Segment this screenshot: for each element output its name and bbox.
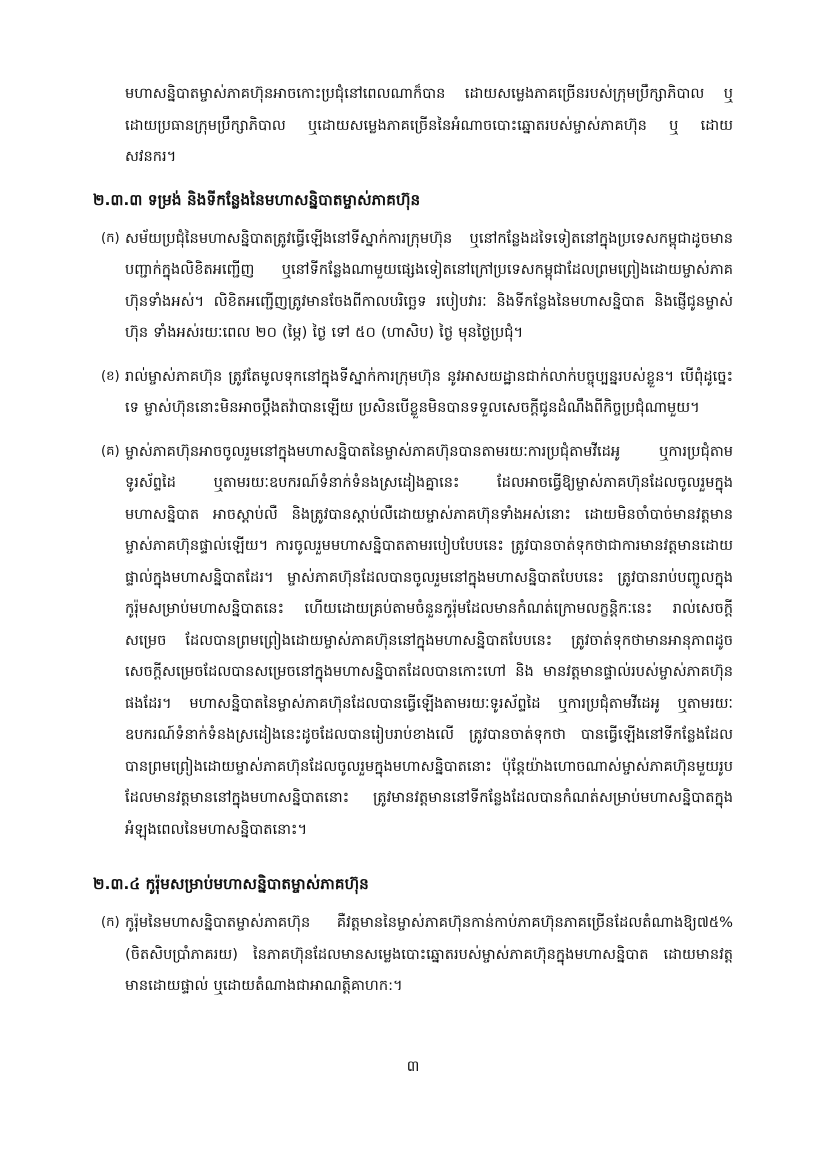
list-item [93, 436, 733, 846]
list-item-marker: (ក) [101, 915, 120, 930]
list-item-text: កូរ៉ុមនៃមហាសន្និបាតម្ចាស់ភាគហ៊ុន គឺវត្តមាននៃម្ចាស់ភាគហ៊ុនកាន់កាប់ភាគហ៊ុនភាគច្រើនដែលតំណាងឱ្យ៧៥%(ចិតសិបប្រាំភាគរយ) នៃភាគហ៊ុនដែលមានសម្លេងបោះឆ្នោតរបស់ម្ចាស់ភាគហ៊ុនក្នុងមហាសន្និបាត ដោយមានវត្តមានដោយផ្ទាល់ ឬដោយតំណាងជាអាណត្តិគាហក:។ [125, 914, 733, 994]
list-item-text: រាល់ម្ចាស់ភាគហ៊ុន ត្រូវតែមូលទុកនៅក្នុងទីស្នាក់ការក្រុមហ៊ុន នូវអាសយដ្ឋានជាក់លាក់បច្ចុប្បន្នរបស់ខ្លួន។ បើពុំដូច្នេះទេ ម្ចាស់ហ៊ុននោះមិនអាចប្តឹងតវ៉ាបានឡើយ ប្រសិនបើខ្លួនមិនបានទទួលសេចក្តីជូនដំណឹងពីកិច្ចប្រជុំណាមួយ។ [125, 367, 733, 416]
section-heading-2-3-4: ២.៣.៤ កូរ៉ុមសម្រាប់មហាសន្និបាតម្ចាស់ភាគហ៊ុន [93, 875, 369, 893]
list-item-text: ម្ចាស់ភាគហ៊ុនអាចចូលរួមនៅក្នុងមហាសន្និបាតនៃម្ចាស់ភាគហ៊ុនបានតាមរយៈការប្រជុំតាមវីដេអូ ឬការប្រជុំតាមទូរស័ព្ទដៃ ឬតាមរយៈឧបករណ៍ទំនាក់ទំនងស្រដៀងគ្នានេះ ដែលអាចធ្វើឱ្យម្ចាស់ភាគហ៊ុនដែលចូលរួមក្នុងមហាសន្និបាត អាចស្តាប់លឺ និងត្រូវបានស្តាប់លឺដោយម្ចាស់ភាគហ៊ុនទាំងអស់នោះ ដោយមិនចាំបាច់មានវត្តមានម្ចាស់ភាគហ៊ុនផ្ទាល់ឡើយ។ ការចូលរួមមហាសន្និបាតតាមរបៀបបែបនេះ ត្រូវបានចាត់ទុកថាជាការមានវត្តមានដោយផ្ទាល់ក្នុងមហាសន្និបាតដែរ។ ម្ចាស់ភាគហ៊ុនដែលបានចូលរួមនៅក្នុងមហាសន្និបាតបែបនេះ ត្រូវបានរាប់បញ្ចូលក្នុងកូរ៉ុមសម្រាប់មហាសន្និបាតនេះ ហើយដោយគ្រប់តាមចំនួនកូរ៉ុមដែលមានកំណត់ក្រោមលក្ខន្តិកៈនេះ រាល់សេចក្តីសម្រេច ដែលបានព្រមព្រៀងដោយម្ចាស់ភាគហ៊ុននៅក្នុងមហាសន្និបាតបែបនេះ ត្រូវចាត់ទុកថាមានអានុភាពដូចសេចក្តីសម្រេចដែលបានសម្រេចនៅក្នុងមហាសន្និបាតដែលបានកោះហៅ និង មានវត្តមានផ្ទាល់របស់ម្ចាស់ភាគហ៊ុនផងដែរ។ មហាសន្និបាតនៃម្ចាស់ភាគហ៊ុនដែលបានធ្វើឡើងតាមរយៈទូរស័ព្ទដៃ ឬការប្រជុំតាមវីដេអូ ឬតាមរយៈឧបករណ៍ទំនាក់ទំនងស្រដៀងនេះដូចដែលបានរៀបរាប់ខាងលើ ត្រូវបានចាត់ទុកថា បានធ្វើឡើងនៅទីកន្លែងដែលបានព្រមព្រៀងដោយម្ចាស់ភាគហ៊ុនដែលចូលរួមក្នុងមហាសន្និបាតនោះ ប៉ុន្តែយ៉ាងហោចណាស់ម្ចាស់ភាគហ៊ុនមួយរូបដែលមានវត្តមាននៅក្នុងមហាសន្និបាតនោះ ត្រូវមានវត្តមាននៅទីកន្លែងដែលបានកំណត់សម្រាប់មហាសន្និបាតក្នុងអំឡុងពេលនៃមហាសន្និបាតនោះ។ [125, 442, 733, 838]
list-item-text: សម័យប្រជុំនៃមហាសន្និបាតត្រូវធ្វើឡើងនៅទីស្នាក់ការក្រុមហ៊ុន ឬនៅកន្លែងដទៃទៀតនៅក្នុងប្រទេសកម្ពុជាដូចមានបញ្ជាក់ក្នុងលិខិតអញ្ជើញ ឬនៅទីកន្លែងណាមួយផ្សេងទៀតនៅក្រៅប្រទេសកម្ពុជាដែលព្រមព្រៀងដោយម្ចាស់ភាគហ៊ុនទាំងអស់។ លិខិតអញ្ជើញត្រូវមានចែងពីកាលបរិច្ឆេទ របៀបវារៈ និងទីកន្លែងនៃមហាសន្និបាត និងផ្ញើជូនម្ចាស់ហ៊ុន ទាំងអស់រយៈពេល ២០ (ម្ភៃ) ថ្ងៃ ទៅ ៥០ (ហាសិប) ថ្ងៃ មុនថ្ងៃប្រជុំ។ [125, 229, 733, 341]
page-number: ៣ [406, 1057, 420, 1075]
list-item [93, 361, 733, 424]
page-content [93, 78, 733, 1014]
list-item [93, 907, 733, 1002]
list-item-marker: (ខ) [101, 368, 120, 384]
intro-paragraph: មហាសន្និបាតម្ចាស់ភាគហ៊ុនអាចកោះប្រជុំនៅពេលណាក៏បាន ដោយសម្លេងភាគច្រើនរបស់ក្រុមប្រឹក្សាភិបាល ឬដោយប្រធានក្រុមប្រឹក្សាភិបាល ឬដោយសម្លេងភាគច្រើននៃអំណាចបោះឆ្នោតរបស់ម្ចាស់ភាគហ៊ុន ឬ ដោយសវនករ។ [125, 85, 733, 165]
list-item-marker: (ក) [101, 230, 120, 246]
list-item-marker: (គ) [101, 443, 120, 459]
list-item [93, 223, 733, 349]
section-heading-2-3-3: ២.៣.៣ ទម្រង់ និងទីកន្លែងនៃមហាសន្និបាតម្ចាស់ភាគហ៊ុន [93, 190, 421, 209]
